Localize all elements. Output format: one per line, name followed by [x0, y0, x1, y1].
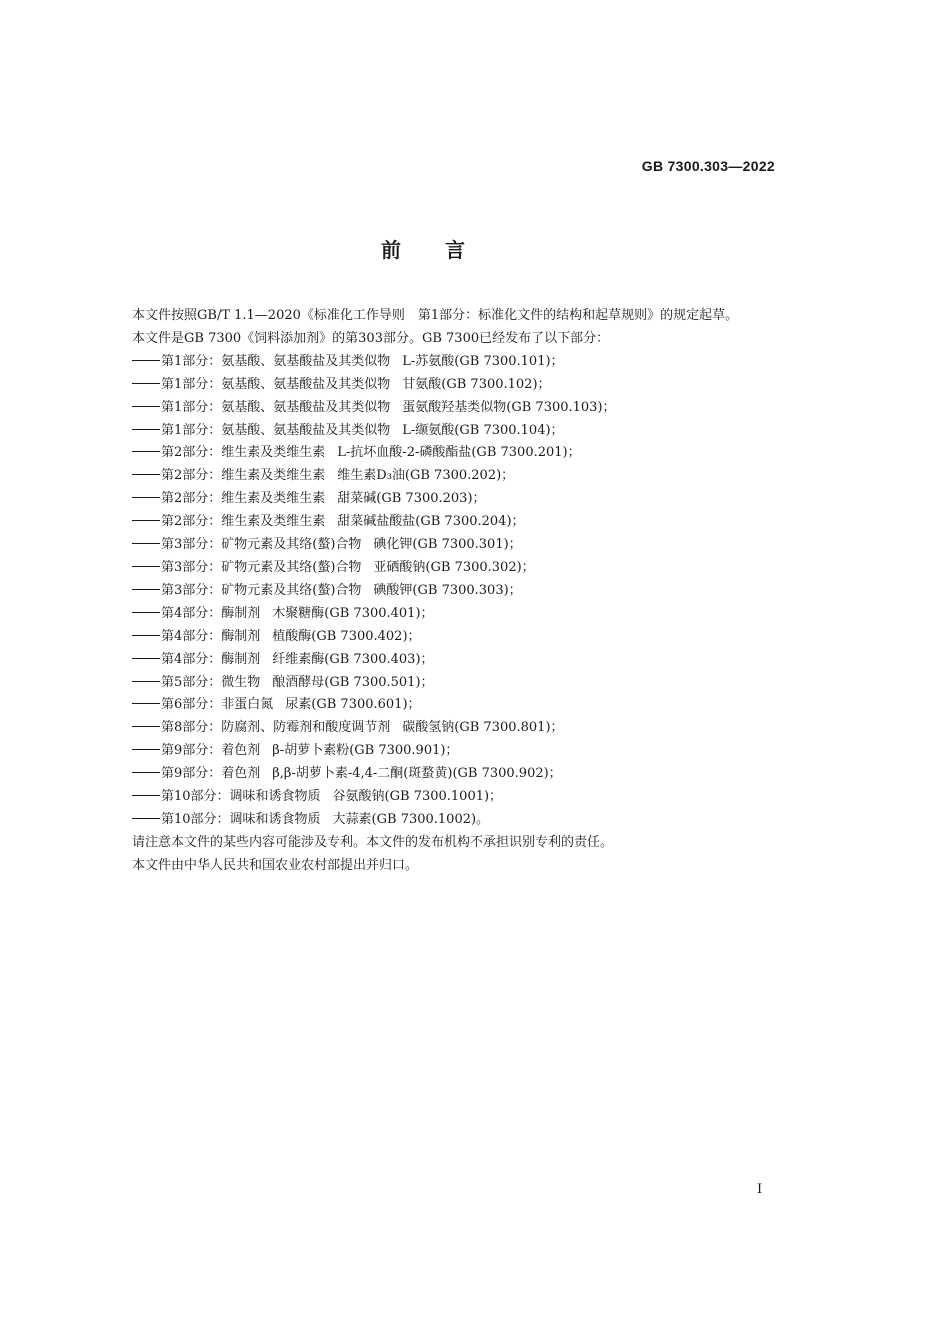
- part-item-name: 亚硒酸钠(GB 7300.302)；: [373, 559, 535, 575]
- part-item-name: 酿酒酵母(GB 7300.501)；: [272, 674, 434, 690]
- proposer-statement: 本文件由中华人民共和国农业农村部提出并归口。: [132, 857, 419, 873]
- list-item: [106, 488, 776, 511]
- part-item-name: 甜菜碱盐酸盐(GB 7300.204)；: [337, 514, 525, 530]
- em-dash-marker: [132, 795, 160, 796]
- part-label: 第10部分：调味和诱食物质: [161, 789, 321, 805]
- part-label: 第3部分：矿物元素及其络(螯)合物: [161, 582, 362, 598]
- part-item-name: L-缬氨酸(GB 7300.104)；: [402, 422, 564, 438]
- em-dash-marker: [132, 429, 160, 430]
- part-item-name: 植酸酶(GB 7300.402)；: [272, 628, 421, 644]
- intro-paragraph-1: 本文件按照GB/T 1.1—2020《标准化工作导则 第1部分：标准化文件的结构和起草规则》的规定起草。: [132, 308, 739, 323]
- part-label: 第2部分：维生素及类维生素: [161, 491, 326, 507]
- list-item: [106, 420, 776, 443]
- part-item-name: 甘氨酸(GB 7300.102)；: [402, 376, 551, 392]
- list-item: [106, 809, 776, 832]
- part-item-name: 甜菜碱(GB 7300.203)；: [337, 491, 486, 507]
- published-parts-list: [106, 351, 776, 832]
- list-item: [106, 580, 776, 603]
- list-item: [106, 694, 776, 717]
- list-item: [106, 786, 776, 809]
- part-label: 第1部分：氨基酸、氨基酸盐及其类似物: [161, 399, 391, 415]
- part-item-name: 谷氨酸钠(GB 7300.1001)；: [332, 789, 503, 805]
- intro-paragraph-2: 本文件是GB 7300《饲料添加剂》的第303部分。GB 7300已经发布了以下部分：: [132, 330, 610, 346]
- part-item-name: 碳酸氢钠(GB 7300.801)；: [402, 720, 564, 736]
- em-dash-marker: [132, 726, 160, 727]
- part-item-name: 尿素(GB 7300.601)；: [285, 697, 421, 713]
- foreword-body: [106, 305, 776, 878]
- part-item-name: L-抗坏血酸-2-磷酸酯盐(GB 7300.201)；: [337, 445, 581, 461]
- list-item: [106, 442, 776, 465]
- em-dash-marker: [132, 383, 160, 384]
- part-item-name: L-苏氨酸(GB 7300.101)；: [402, 353, 564, 369]
- standard-number: GB 7300.303—2022: [641, 158, 775, 174]
- list-item: [106, 672, 776, 695]
- em-dash-marker: [132, 818, 160, 819]
- part-label: 第4部分：酶制剂: [161, 651, 261, 667]
- part-label: 第1部分：氨基酸、氨基酸盐及其类似物: [161, 353, 391, 369]
- em-dash-marker: [132, 749, 160, 750]
- part-label: 第9部分：着色剂: [161, 743, 261, 759]
- part-item-name: 维生素D₃油(GB 7300.202)；: [337, 468, 515, 484]
- part-label: 第8部分：防腐剂、防霉剂和酸度调节剂: [161, 720, 391, 736]
- em-dash-marker: [132, 612, 160, 613]
- em-dash-marker: [132, 406, 160, 407]
- patent-notice: 请注意本文件的某些内容可能涉及专利。本文件的发布机构不承担识别专利的责任。: [132, 834, 614, 850]
- part-label: 第2部分：维生素及类维生素: [161, 445, 326, 461]
- part-label: 第1部分：氨基酸、氨基酸盐及其类似物: [161, 376, 391, 392]
- list-item: [106, 649, 776, 672]
- list-item: [106, 397, 776, 420]
- list-item: [106, 763, 776, 786]
- em-dash-marker: [132, 703, 160, 704]
- part-item-name: β,β-胡萝卜素-4,4-二酮(斑蝥黄)(GB 7300.902)；: [272, 766, 562, 782]
- em-dash-marker: [132, 681, 160, 682]
- part-label: 第1部分：氨基酸、氨基酸盐及其类似物: [161, 422, 391, 438]
- list-item: [106, 717, 776, 740]
- part-label: 第4部分：酶制剂: [161, 605, 261, 621]
- page-number: I: [757, 1182, 763, 1197]
- page-title: 前言: [381, 238, 509, 262]
- part-item-name: 碘化钾(GB 7300.301)；: [373, 537, 522, 553]
- em-dash-marker: [132, 658, 160, 659]
- em-dash-marker: [132, 566, 160, 567]
- part-label: 第2部分：维生素及类维生素: [161, 468, 326, 484]
- part-label: 第3部分：矿物元素及其络(螯)合物: [161, 559, 362, 575]
- part-label: 第2部分：维生素及类维生素: [161, 514, 326, 530]
- list-item: [106, 603, 776, 626]
- em-dash-marker: [132, 589, 160, 590]
- list-item: [106, 374, 776, 397]
- part-label: 第10部分：调味和诱食物质: [161, 811, 321, 827]
- list-item: [106, 351, 776, 374]
- part-label: 第6部分：非蛋白氮: [161, 697, 274, 713]
- list-item: [106, 626, 776, 649]
- em-dash-marker: [132, 497, 160, 498]
- em-dash-marker: [132, 543, 160, 544]
- list-item: [106, 557, 776, 580]
- part-label: 第3部分：矿物元素及其络(螯)合物: [161, 537, 362, 553]
- em-dash-marker: [132, 520, 160, 521]
- list-item: [106, 511, 776, 534]
- em-dash-marker: [132, 635, 160, 636]
- part-item-name: 木聚糖酶(GB 7300.401)；: [272, 605, 434, 621]
- part-label: 第9部分：着色剂: [161, 766, 261, 782]
- part-item-name: β-胡萝卜素粉(GB 7300.901)；: [272, 743, 459, 759]
- part-item-name: 大蒜素(GB 7300.1002)。: [332, 811, 490, 827]
- list-item: [106, 465, 776, 488]
- list-item: [106, 534, 776, 557]
- part-label: 第5部分：微生物: [161, 674, 261, 690]
- part-label: 第4部分：酶制剂: [161, 628, 261, 644]
- em-dash-marker: [132, 360, 160, 361]
- em-dash-marker: [132, 772, 160, 773]
- em-dash-marker: [132, 474, 160, 475]
- part-item-name: 蛋氨酸羟基类似物(GB 7300.103)；: [402, 399, 616, 415]
- em-dash-marker: [132, 451, 160, 452]
- part-item-name: 纤维素酶(GB 7300.403)；: [272, 651, 434, 667]
- part-item-name: 碘酸钾(GB 7300.303)；: [373, 582, 522, 598]
- list-item: [106, 740, 776, 763]
